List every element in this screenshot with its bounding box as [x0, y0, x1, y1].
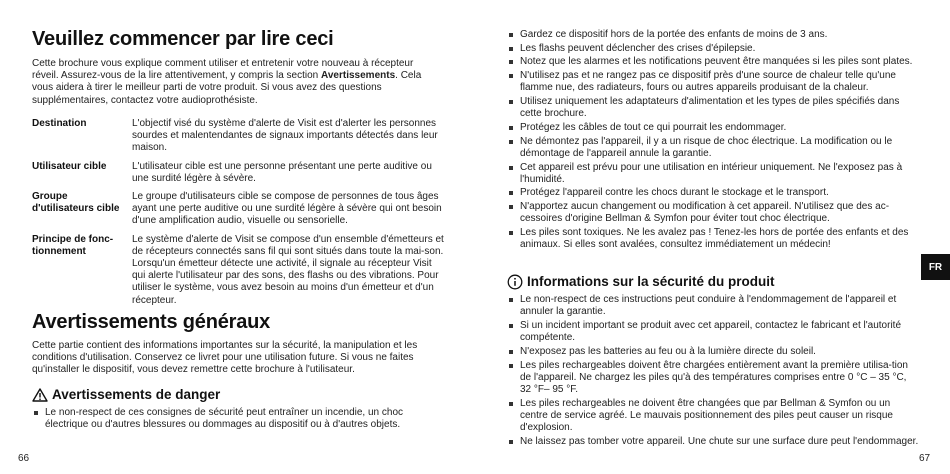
warnings-list — [507, 29, 919, 253]
language-tab: FR — [921, 254, 950, 280]
list-item: Utilisez uniquement les adaptateurs d'alimentation et les types de piles spécifiés dans cette brochure. — [507, 96, 919, 120]
safety-heading-label: Informations sur la sécurité du produit — [527, 274, 775, 289]
definitions-table — [32, 118, 444, 313]
definition-row — [32, 191, 444, 234]
intro-text-end: . Cela vous aidera à tirer le meilleur parti de votre produit. Si vous avez des questions supplémentaires, contactez votre audioprothésiste. — [32, 70, 422, 106]
right-page — [507, 0, 919, 474]
list-item: Le non-respect de ces consignes de sécurité peut entraîner un incendie, un choc électrique ou d'autres blessures ou dommages au dispositif ou à d'autres objets. — [32, 407, 432, 431]
list-item: Ne laissez pas tomber votre appareil. Une chute sur une surface dure peut l'endommager. — [507, 436, 919, 448]
list-item: Protégez les câbles de tout ce qui pourrait les endommager. — [507, 122, 919, 134]
danger-heading-label: Avertissements de danger — [52, 387, 221, 402]
definition-term: Groupe d'utilisateurs cible — [32, 191, 120, 215]
warning-triangle-icon — [32, 388, 48, 402]
list-item: Si un incident important se produit avec cet appareil, contactez le fabricant et l'autorité compétente. — [507, 320, 919, 344]
intro-bold-link: Avertissements — [321, 70, 396, 82]
definition-row — [32, 234, 444, 313]
definition-description: Le groupe d'utilisateurs cible se compose de personnes de tous âges ayant une perte auditive ou une surdité légère à sévère qui ont besoin d'une amplification audio, visuelle ou sensorielle. — [132, 191, 442, 227]
intro-paragraph — [32, 58, 442, 107]
list-item: Ne démontez pas l'appareil, il y a un risque de choc électrique. La modification ou le démontage de l'appareil annule la garantie. — [507, 136, 919, 160]
info-circle-icon — [507, 274, 523, 290]
section-title: Avertissements généraux — [32, 311, 271, 333]
section-intro: Cette partie contient des informations importantes sur la sécurité, la manipulation et les conditions d'utilisation. Conservez ce livret pour une utilisation future. Si vous ne faites qu'installer le dispositif, vous devez remettre cette brochure à l'utilisateur. — [32, 340, 418, 376]
definition-term: Principe de fonc-tionnement — [32, 233, 114, 257]
list-item: N'apportez aucun changement ou modification à cet appareil. N'utilisez que des ac-cessoires d'origine Bellman & Symfon pour éviter tout choc électrique. — [507, 201, 919, 225]
list-item: Les piles rechargeables ne doivent être changées que par Bellman & Symfon ou un centre de service agréé. Le mauvais positionnement des piles peut causer un risque d'explosion. — [507, 398, 919, 435]
list-item: Les flashs peuvent déclencher des crises d'épilepsie. — [507, 43, 919, 55]
safety-heading — [507, 274, 775, 290]
left-page — [32, 0, 444, 474]
intro-text-start: Cette brochure vous explique comment utiliser et entretenir votre nouveau à récepteur réveil. Assurez-vous de la lire attentivement, y compris la section — [32, 58, 414, 82]
page-number-left: 66 — [18, 453, 30, 464]
list-item: Les piles rechargeables doivent être chargées entièrement avant la première utilisa-tion de l'appareil. Ne chargez les piles qu'à des températures comprises entre 0 °C – 35 °C, 32 °F– 95 °F. — [507, 360, 919, 397]
list-item: Protégez l'appareil contre les chocs durant le stockage et le transport. — [507, 187, 919, 199]
definition-row — [32, 118, 444, 161]
definition-row — [32, 161, 444, 191]
list-item: Cet appareil est prévu pour une utilisation en intérieur uniquement. Ne l'exposez pas à l'humidité. — [507, 162, 919, 186]
definition-description: Le système d'alerte de Visit se compose d'un ensemble d'émetteurs et de récepteurs connectés sans fil qui sont situés dans toute la mai-son. Lorsqu'un émetteur détecte une activité, il signale au récepteur Visit qui alerte l'utilisateur par des sons, des flashs ou des vibrations. Pour utiliser le système, vous avez besoin au moins d'un émetteur et d'un récepteur. — [132, 233, 444, 306]
danger-list — [32, 407, 432, 433]
definition-term: Destination — [32, 118, 87, 129]
list-item: N'exposez pas les batteries au feu ou à la lumière directe du soleil. — [507, 346, 919, 358]
safety-list — [507, 294, 919, 449]
definition-description: L'utilisateur cible est une personne présentant une perte auditive ou une surdité légère à sévère. — [132, 160, 432, 184]
page-title: Veuillez commencer par lire ceci — [32, 28, 334, 50]
list-item: Notez que les alarmes et les notifications peuvent être manquées si les piles sont plates. — [507, 56, 919, 68]
definition-description: L'objectif visé du système d'alerte de Visit est d'alerter les personnes sourdes et malentendantes de signaux importants détectés dans leur maison. — [132, 118, 438, 154]
list-item: Le non-respect de ces instructions peut conduire à l'endommagement de l'appareil et annuler la garantie. — [507, 294, 919, 318]
list-item: N'utilisez pas et ne rangez pas ce dispositif près d'une source de chaleur telle qu'une flamme nue, des radiateurs, fours ou autres appareils produisant de la chaleur. — [507, 70, 919, 94]
danger-heading — [32, 387, 220, 403]
page-number-right: 67 — [919, 453, 931, 464]
list-item: Les piles sont toxiques. Ne les avalez pas ! Tenez-les hors de portée des enfants et des animaux. Si elles sont avalées, consultez immédiatement un médecin! — [507, 227, 919, 251]
list-item: Gardez ce dispositif hors de la portée des enfants de moins de 3 ans. — [507, 29, 919, 41]
definition-term: Utilisateur cible — [32, 160, 107, 172]
